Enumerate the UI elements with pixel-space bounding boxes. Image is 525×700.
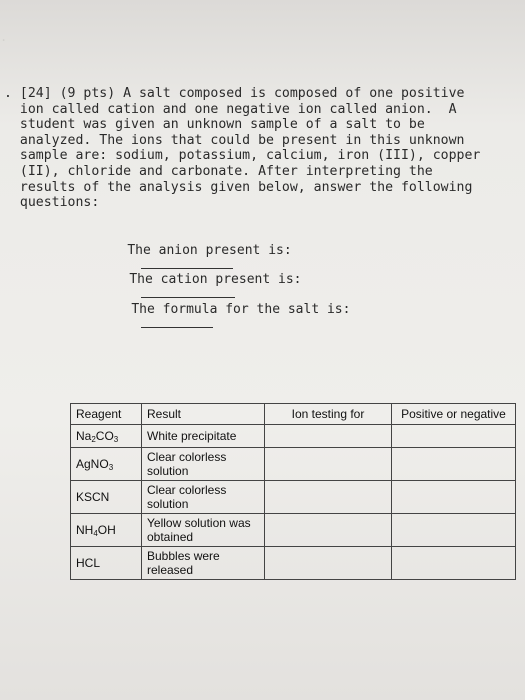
reagent-text: OH (97, 522, 116, 537)
result-cell: Bubbles were released (142, 547, 265, 580)
table-row (71, 514, 516, 547)
positive-negative-cell[interactable] (392, 514, 516, 547)
reagent-text: AgNO (76, 456, 109, 471)
reagent-text: HCL (76, 556, 101, 570)
positive-negative-cell[interactable] (392, 547, 516, 580)
reagent-cell (71, 425, 142, 448)
formula-prompt (100, 287, 350, 347)
reagent-subscript: 2 (91, 434, 96, 444)
reagent-subscript: 3 (113, 434, 119, 444)
result-cell: Clear colorless solution (142, 481, 265, 514)
question-text (4, 86, 504, 211)
question-line: questions: (4, 195, 100, 211)
reagent-cell (71, 514, 142, 547)
reagent-text: CO (95, 428, 114, 443)
reagent-cell (71, 448, 142, 481)
header-positive-or-negative: Positive or negative (392, 404, 516, 425)
formula-label: The formula for the salt is: (131, 302, 351, 317)
question-line: . [24] (9 pts) A salt composed is composed of one positive (4, 86, 465, 101)
positive-negative-cell[interactable] (392, 448, 516, 481)
table-row (71, 448, 516, 481)
question-line: sample are: sodium, potassium, calcium, iron (III), copper (4, 148, 481, 164)
table-header-row (71, 404, 516, 425)
question-line: analyzed. The ions that could be present in this unknown (4, 132, 465, 148)
result-cell: Yellow solution was obtained (142, 514, 265, 547)
result-cell: White precipitate (142, 425, 265, 448)
cation-label: The cation present is: (129, 272, 302, 287)
table-row (71, 481, 516, 514)
result-cell: Clear colorless solution (142, 448, 265, 481)
anion-label: The anion present is: (127, 243, 292, 258)
bleed-through-text: . (0, 30, 8, 44)
table-row (71, 547, 516, 580)
positive-negative-cell[interactable] (392, 481, 516, 514)
question-line: ion called cation and one negative ion called anion. A (4, 101, 457, 117)
question-line: (II), chloride and carbonate. After interpreting the (4, 163, 433, 179)
ion-testing-cell[interactable] (265, 481, 392, 514)
reagent-subscript: 3 (108, 462, 114, 472)
ion-testing-cell[interactable] (265, 547, 392, 580)
reagent-text: Na (76, 428, 92, 443)
reagent-cell (71, 547, 142, 580)
header-ion-testing-for: Ion testing for (265, 404, 392, 425)
reagent-subscript: 4 (93, 528, 98, 538)
formula-answer-blank[interactable] (141, 327, 213, 328)
ion-testing-cell[interactable] (265, 425, 392, 448)
ion-testing-cell[interactable] (265, 514, 392, 547)
ion-testing-cell[interactable] (265, 448, 392, 481)
header-reagent: Reagent (71, 404, 142, 425)
reagent-text: NH (76, 522, 94, 537)
analysis-results-table (70, 403, 516, 580)
header-result: Result (142, 404, 265, 425)
positive-negative-cell[interactable] (392, 425, 516, 448)
reagent-cell (71, 481, 142, 514)
question-line: student was given an unknown sample of a salt to be (4, 117, 425, 133)
reagent-text: KSCN (76, 490, 110, 504)
question-line: results of the analysis given below, answer the following (4, 179, 473, 195)
table-row (71, 425, 516, 448)
